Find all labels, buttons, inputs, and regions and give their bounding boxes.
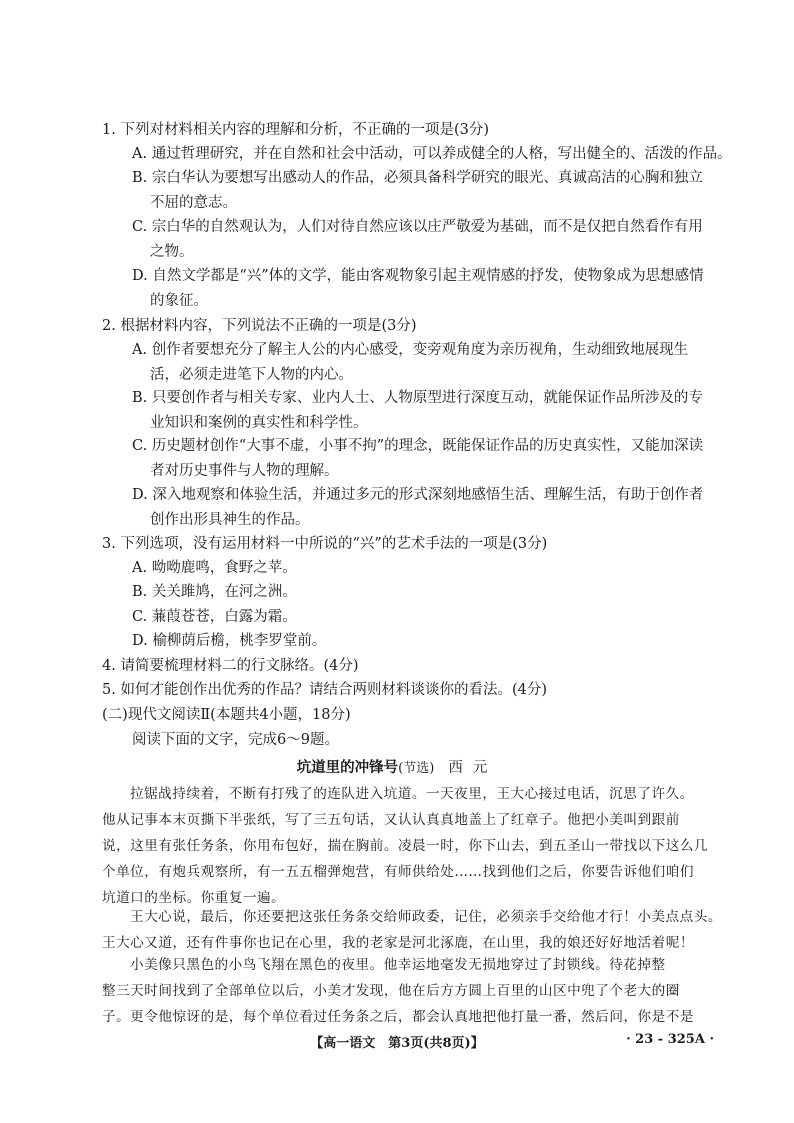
footer-exam-code: · 23 - 325A · [626, 1032, 714, 1047]
footer-page-info: 【高一语文 第3页(共8页)】 [310, 1036, 484, 1051]
question-1-option-b [132, 166, 703, 215]
option-text: C. 蒹葭苍苍，白露为霜。 [132, 609, 297, 625]
question-2-option-d [132, 483, 703, 532]
option-text: A. 通过哲理研究，并在自然和社会中活动，可以养成健全的人格，写出健全的、活泼的作品。 [132, 146, 732, 162]
question-2-option-c [132, 434, 703, 483]
story-title-line [0, 756, 794, 781]
question-1-option-c [132, 215, 703, 264]
story-paragraph-3 [102, 952, 722, 1030]
question-2-stem: 2. 根据材料内容，下列说法不正确的一项是(3分) [102, 318, 417, 334]
paragraph-line: 他从记事本末页撕下半张纸，写了三五句话，又认认真真地盖上了红章子。他把小美叫到跟前 [102, 812, 680, 828]
option-text: A. 创作者要想充分了解主人公的内心感受，变旁观角度为亲历视角，生动细致地展现生 [132, 342, 689, 358]
question-3-option-d [132, 629, 326, 654]
option-text-continued: 者对历史事件与人物的理解。 [150, 462, 339, 479]
option-text: A. 呦呦鹿鸣，食野之苹。 [132, 560, 297, 576]
paragraph-line: 个单位，有炮兵观察所，有一五五榴弹炮营，有师供给处……找到他们之后，你要告诉他们咱们 [102, 864, 694, 880]
option-text-continued: 的象征。 [150, 292, 208, 309]
option-text-continued: 活，必须走进笔下人物的内心。 [150, 366, 353, 383]
reading-instruction: 阅读下面的文字，完成6～9题。 [132, 732, 339, 748]
option-text-continued: 不屈的意志。 [150, 194, 237, 211]
story-title: 坑道里的冲锋号 [296, 759, 399, 776]
paragraph-line: 王大心说，最后，你还要把这张任务条交给师政委，记住，必须亲手交给他才行！小美点点头。 [130, 909, 722, 925]
option-text: C. 历史题材创作“大事不虚，小事不拘”的理念，既能保证作品的历史真实性，又能加深读 [132, 438, 704, 454]
story-author: 西元 [448, 760, 498, 776]
question-5: 5. 如何才能创作出优秀的作品？请结合两则材料谈谈你的看法。(4分) [102, 682, 547, 698]
story-subtitle: (节选) [398, 761, 435, 776]
question-4: 4. 请简要梳理材料二的行文脉络。(4分) [102, 658, 359, 674]
paragraph-line: 坑道口的坐标。你重复一遍。 [102, 890, 286, 906]
paragraph-line: 小美像只黑色的小鸟飞翔在黑色的夜里。他幸运地毫发无损地穿过了封锁线。待花掉整 [130, 957, 666, 973]
question-3-option-c [132, 605, 297, 630]
option-text-continued: 之物。 [150, 243, 194, 260]
question-3-option-b [132, 580, 297, 605]
question-3-option-a [132, 556, 297, 581]
option-text: D. 深入地观察和体验生活，并通过多元的形式深刻地感悟生活、理解生活，有助于创作者 [132, 487, 704, 503]
paragraph-line: 整三天时间找到了全部单位以后，小美才发现，他在后方方圆上百里的山区中兜了个老大的圈 [102, 983, 680, 999]
option-text-continued: 业知识和案例的真实性和科学性。 [150, 414, 368, 431]
paragraph-line: 王大心又道，还有件事你也记在心里，我的老家是河北涿鹿，在山里，我的娘还好好地活着呢！ [102, 935, 694, 951]
option-text: D. 自然文学都是“兴”体的文学，能由客观物象引起主观情感的抒发，使物象成为思想感情 [132, 268, 704, 284]
story-paragraph-1 [102, 781, 722, 911]
question-1-option-a [132, 142, 732, 167]
story-paragraph-2 [102, 904, 722, 956]
question-1-option-d [132, 264, 704, 313]
option-text-continued: 创作出形具神生的作品。 [150, 511, 310, 528]
question-2-option-b [132, 386, 703, 435]
question-3-stem: 3. 下列选项，没有运用材料一中所说的“兴”的艺术手法的一项是(3分) [102, 536, 548, 552]
question-1-stem: 1. 下列对材料相关内容的理解和分析，不正确的一项是(3分) [102, 122, 489, 138]
paragraph-line: 说，这里有张任务条，你用布包好，揣在胸前。凌晨一时，你下山去，到五圣山一带找以下这么几 [102, 838, 709, 854]
option-text: C. 宗白华的自然观认为，人们对待自然应该以庄严敬爱为基础，而不是仅把自然看作有用 [132, 219, 703, 235]
option-text: D. 榆柳荫后檐，桃李罗堂前。 [132, 633, 327, 649]
option-text: B. 关关雎鸠，在河之洲。 [132, 584, 297, 600]
question-2-option-a [132, 338, 688, 387]
section-heading: (二)现代文阅读Ⅱ(本题共4小题，18分) [102, 707, 351, 723]
option-text: B. 宗白华认为要想写出感动人的作品，必须具备科学研究的眼光、真诚高洁的心胸和独立 [132, 170, 703, 186]
option-text: B. 只要创作者与相关专家、业内人士、人物原型进行深度互动，就能保证作品所涉及的专 [132, 390, 703, 406]
paragraph-line: 子。更令他惊讶的是，每个单位看过任务条之后，都会认真地把他打量一番，然后问，你是不是 [102, 1009, 694, 1025]
paragraph-line: 拉锯战持续着，不断有打残了的连队进入坑道。一天夜里，王大心接过电话，沉思了许久。 [130, 786, 694, 802]
